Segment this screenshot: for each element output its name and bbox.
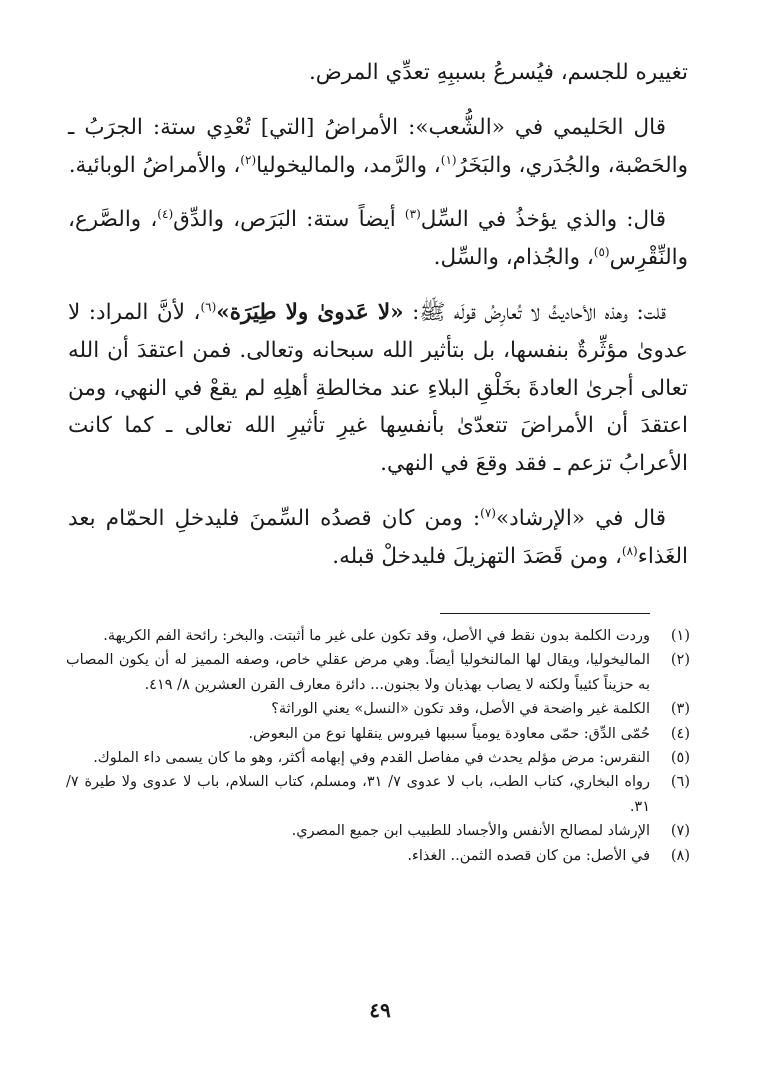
footnote-number: (٦) xyxy=(670,774,690,791)
paragraph-2-text-a: قال الحَليمي في «الشُّعب»: الأمراضُ [التي] تُعْدِي ستة: الجرَبُ ـ والحَصْبة، والجُدَري، والبَخَرُ xyxy=(68,114,688,178)
paragraph-3-text-c: ، والصَّرع، والنِّقْرِس xyxy=(68,207,688,271)
paragraph-4-text-a: قلت: وهذه الأحاديثُ لا تُعارِضُ قولَه ﷺ: xyxy=(403,299,666,325)
footnote-ref-7[interactable]: (٧) xyxy=(480,505,496,520)
footnote-number: (٤) xyxy=(670,725,690,742)
paragraph-2 xyxy=(68,109,688,185)
footnote-number: (١) xyxy=(670,628,690,644)
footnote-2 xyxy=(66,648,690,697)
footnote-7 xyxy=(66,819,690,843)
footnote-text: رواه البخاري، كتاب الطب، باب لا عدوى ٧/ ٣١، ومسلم، كتاب السلام، باب لا عدوى ولا طيرة ٧/ ٣١. xyxy=(66,774,651,815)
paragraph-4 xyxy=(68,294,688,483)
footnote-ref-5[interactable]: (٥) xyxy=(593,245,610,260)
footnote-text: الإرشاد لمصالح الأنفس والأجساد للطبيب ابن جميع المصري. xyxy=(291,823,650,840)
footnote-ref-2[interactable]: (٢) xyxy=(240,152,257,167)
footnote-6 xyxy=(66,770,690,819)
footnote-text: في الأصل: من كان قصده الثمن.. الغذاء. xyxy=(407,847,650,864)
paragraph-5-text-c: ، ومن قَصَدَ التهزيلَ فليدخلْ قبله. xyxy=(332,543,622,569)
paragraph-3-text-a: قال: والذي يؤخذُ في السِّل xyxy=(420,207,666,233)
footnote-text: الكلمة غير واضحة في الأصل، وقد تكون «النسل» يعني الوراثة؟ xyxy=(271,701,650,718)
footnote-3 xyxy=(66,697,690,721)
paragraph-5-text-a: قال في «الإرشاد» xyxy=(495,505,666,531)
paragraph-2-text-c: ، والأمراضُ الوبائية. xyxy=(68,152,241,178)
paragraph-3-text-b: أيضاً ستة: البَرَص، والدِّق xyxy=(173,207,405,233)
paragraph-5-text-b: : ومن كان قصدُه السِّمنَ فليدخلِ الحمّام بعد الغَذاء xyxy=(68,505,688,569)
paragraph-3 xyxy=(68,201,688,277)
footnote-text: وردت الكلمة بدون نقط في الأصل، وقد تكون على غير ما أثبتت. والبخر: رائحة الفم الكريهة. xyxy=(103,628,650,644)
paragraph-4-text-b: ، لأنَّ المراد: لا عدوىٰ مؤثِّرةٌ بنفسها، بل بتأثير الله سبحانه وتعالى. فمن اعتقدَ أن الله تعالى أجرىٰ العادةَ بخَلْقِ البلاءِ عند مخالطةِ أهلِهِ لم يقعْ في النهي، ومن اعتقدَ أن الأمراضَ تتعدّىٰ بأنفسِها غيرِ تأثيرِ الله تعالى ـ كما كانت الأعرابُ تزعم ـ فقد وقعَ في النهي. xyxy=(68,299,688,477)
paragraph-1 xyxy=(68,54,688,92)
main-text xyxy=(68,54,688,593)
footnote-text: النقرس: مرض مؤلم يحدث في مفاصل القدم وفي إبهامه أكثر، وهو ما كان يسمى داء الملوك. xyxy=(93,750,650,767)
page-number: ٤٩ xyxy=(369,998,391,1022)
footnote-1 xyxy=(66,624,690,648)
footnotes xyxy=(66,624,690,868)
footnote-text: حُمّى الدِّق: حمّى معاودة يومياً سببها فيروس ينقلها نوع من البعوض. xyxy=(248,725,650,742)
footnote-number: (٨) xyxy=(670,847,690,864)
paragraph-1-text: تغييره للجسم، فيُسرعُ بسببِهِ تعدِّي المرض. xyxy=(308,60,688,85)
footnote-4 xyxy=(66,722,690,746)
footnote-ref-8[interactable]: (٨) xyxy=(621,543,638,558)
footnote-text: الماليخوليا، ويقال لها المالنخوليا أيضاً. وهي مرض عقلي خاص، وصفه المميز له أن يكون المصاب به حزيناً كئيباً ولكنه لا يصاب بهذيان ولا بجنون... دائرة معارف القرن العشرين ٨/ ٤١٩. xyxy=(66,652,650,693)
footnote-ref-1[interactable]: (١) xyxy=(440,152,457,167)
footnote-ref-3[interactable]: (٣) xyxy=(404,207,421,222)
footnote-ref-4[interactable]: (٤) xyxy=(157,207,174,222)
paragraph-3-text-d: ، والجُذام، والسِّل. xyxy=(433,245,594,271)
hadith-quote: «لا عَدوىٰ ولا طِيَرَة» xyxy=(216,299,404,325)
footnote-number: (٥) xyxy=(670,750,690,767)
footnote-8 xyxy=(66,844,690,868)
footnote-number: (٧) xyxy=(670,823,690,840)
paragraph-2-text-b: ، والرَّمد، والماليخوليا xyxy=(256,152,441,178)
footnote-number: (٣) xyxy=(670,701,690,718)
footnote-number: (٢) xyxy=(670,652,690,669)
footnote-ref-6[interactable]: (٦) xyxy=(200,299,217,314)
footnote-5 xyxy=(66,746,690,770)
paragraph-5 xyxy=(68,500,688,576)
footnote-separator xyxy=(440,613,650,614)
